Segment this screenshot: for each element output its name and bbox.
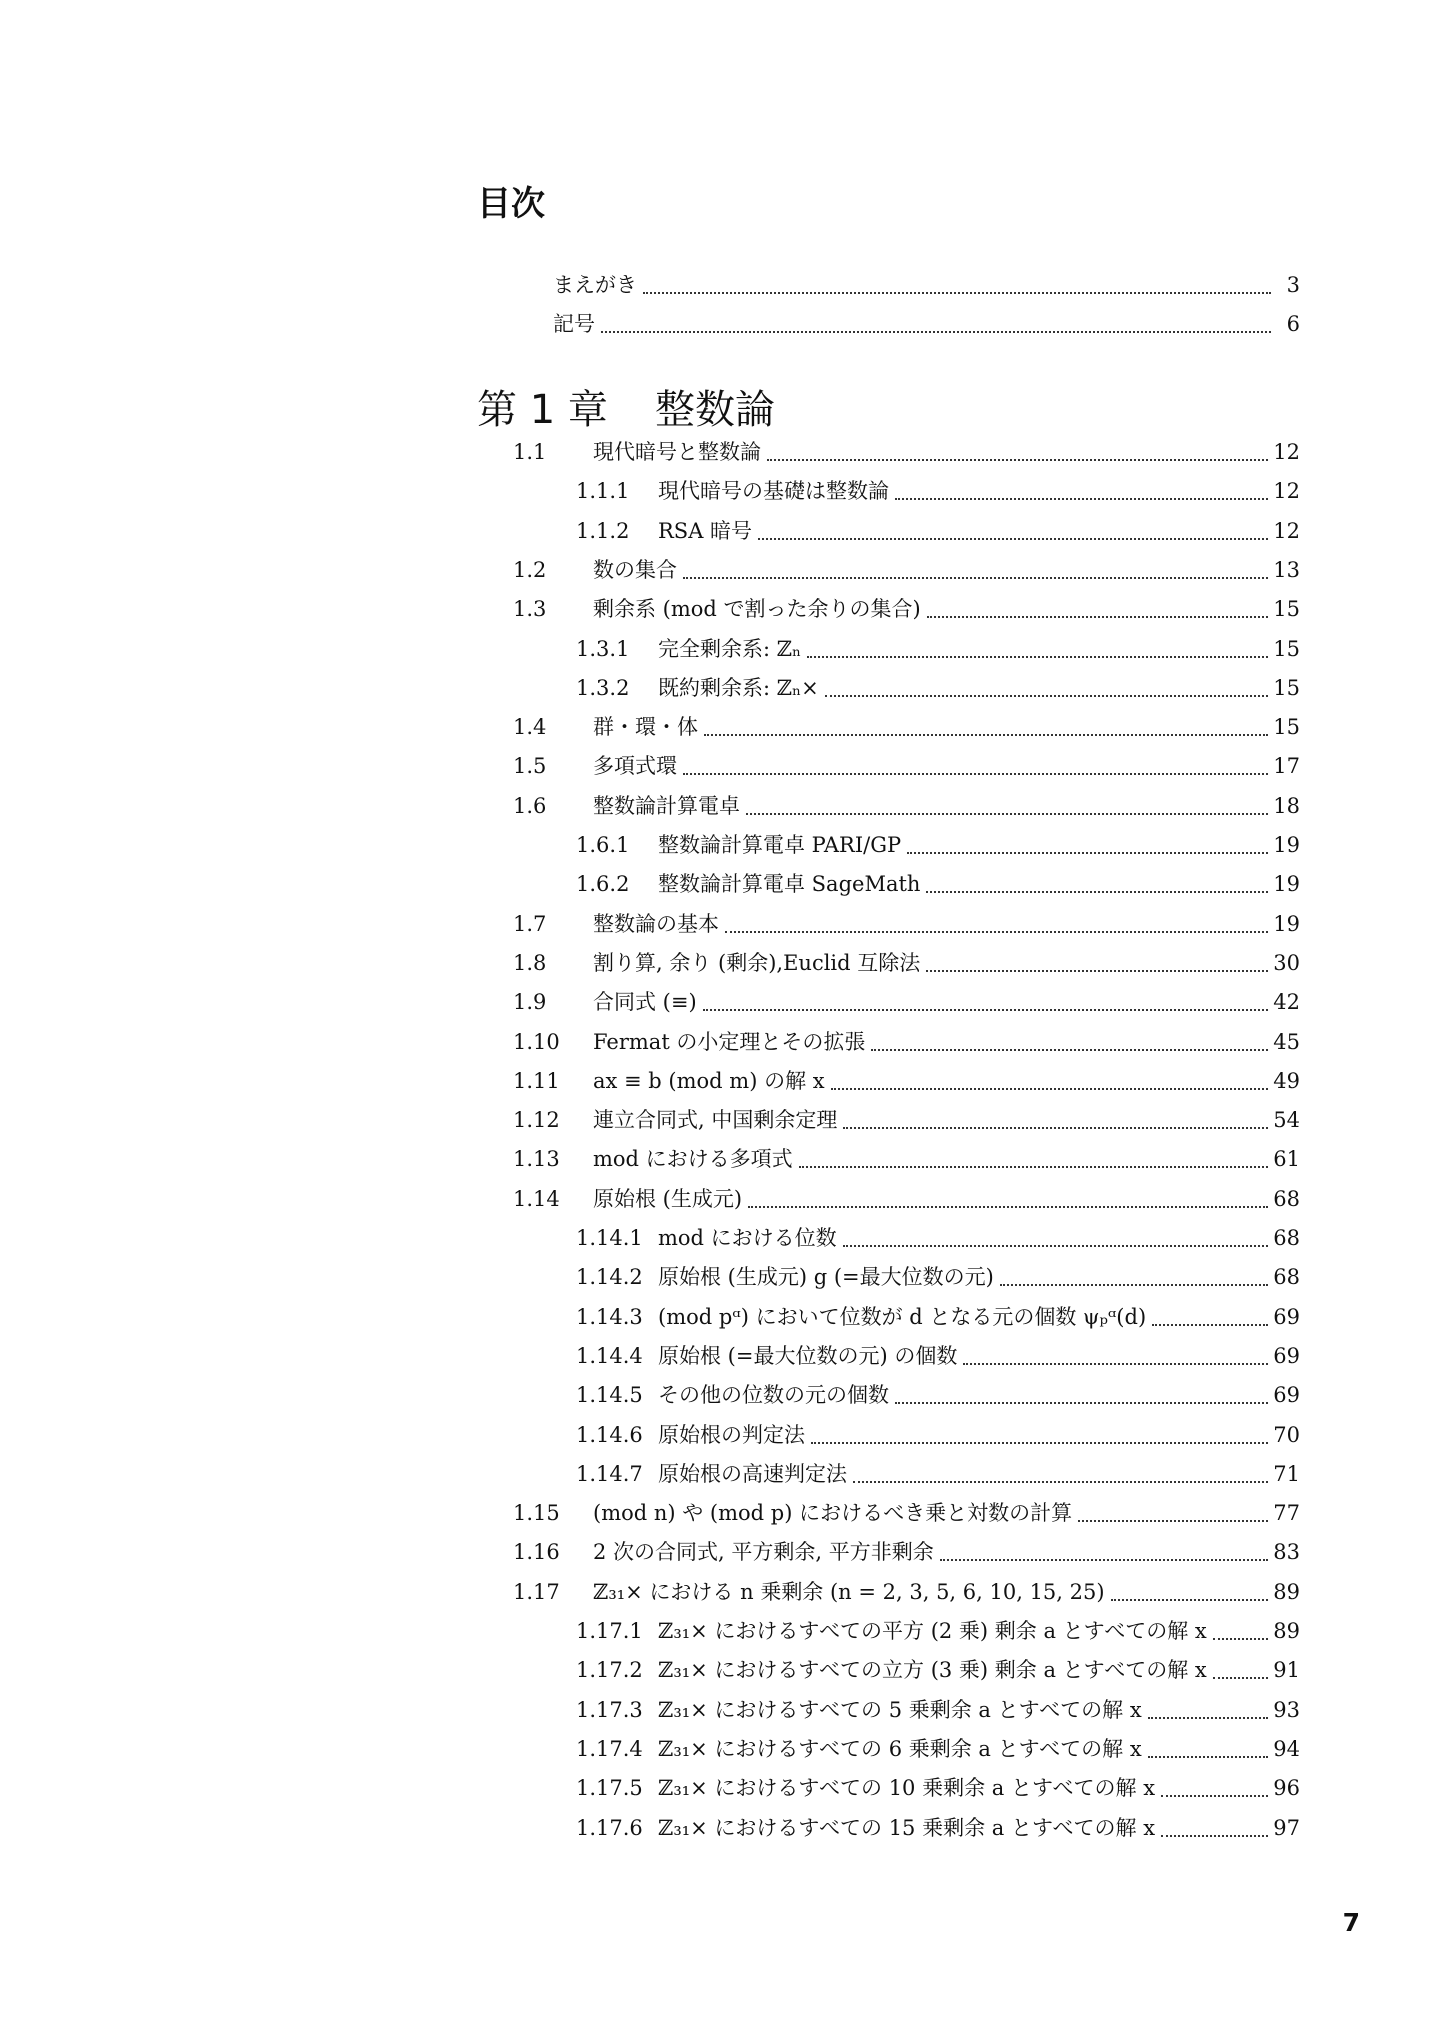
subsection-entry[interactable] (576, 1809, 1300, 1847)
page-ref: 71 (1273, 1462, 1300, 1486)
section-title: 完全剰余系: ℤₙ (658, 637, 802, 661)
subsection-entry[interactable] (576, 512, 1300, 550)
section-title: ℤ₃₁× におけるすべての 5 乗剰余 a とすべての解 x (658, 1698, 1142, 1722)
dot-leader (746, 813, 1268, 815)
section-entry[interactable] (513, 1573, 1300, 1611)
section-number: 1.6.1 (576, 833, 630, 857)
subsection-entry[interactable] (576, 1219, 1300, 1257)
section-title: 多項式環 (593, 754, 677, 778)
section-entry[interactable] (513, 1101, 1300, 1139)
page-ref: 68 (1273, 1265, 1300, 1289)
page-ref: 77 (1273, 1501, 1300, 1525)
dot-leader (758, 538, 1268, 540)
dot-leader (1161, 1795, 1268, 1797)
subsection-entry[interactable] (576, 826, 1300, 864)
subsection-entry[interactable] (576, 1612, 1300, 1650)
page-ref: 12 (1273, 519, 1300, 543)
page-ref: 15 (1273, 715, 1300, 739)
section-title: 数の集合 (593, 558, 677, 582)
subsection-entry[interactable] (576, 1416, 1300, 1454)
front-matter-entry[interactable] (553, 305, 1300, 343)
section-title: ax ≡ b (mod m) の解 x (593, 1069, 825, 1093)
section-entry[interactable] (513, 1494, 1300, 1532)
section-number: 1.12 (513, 1108, 560, 1132)
section-number: 1.13 (513, 1147, 560, 1171)
section-number: 1.14.5 (576, 1383, 643, 1407)
page-ref: 12 (1273, 440, 1300, 464)
section-number: 1.14.7 (576, 1462, 643, 1486)
dot-leader (927, 616, 1269, 618)
dot-leader (926, 891, 1268, 893)
page-ref: 89 (1273, 1619, 1300, 1643)
subsection-entry[interactable] (576, 1376, 1300, 1414)
dot-leader (853, 1481, 1268, 1483)
dot-leader (940, 1559, 1269, 1561)
section-number: 1.14.1 (576, 1226, 643, 1250)
page-ref: 45 (1273, 1030, 1300, 1054)
section-number: 1.14.2 (576, 1265, 643, 1289)
section-entry[interactable] (513, 433, 1300, 471)
section-number: 1.6.2 (576, 872, 630, 896)
dot-leader (907, 852, 1268, 854)
subsection-entry[interactable] (576, 669, 1300, 707)
section-title: 整数論計算電卓 SageMath (658, 872, 921, 896)
subsection-entry[interactable] (576, 1730, 1300, 1768)
section-number: 1.17.6 (576, 1816, 643, 1840)
page-ref: 15 (1273, 676, 1300, 700)
section-number: 1.6 (513, 794, 547, 818)
section-number: 1.15 (513, 1501, 560, 1525)
chapter-title: 整数論 (655, 387, 775, 433)
section-number: 1.2 (513, 558, 547, 582)
dot-leader (1152, 1324, 1268, 1326)
page-ref: 69 (1273, 1383, 1300, 1407)
section-title: 原始根の判定法 (658, 1423, 805, 1447)
section-title: 原始根 (生成元) (593, 1187, 743, 1211)
section-title: 記号 (553, 312, 595, 336)
section-title: まえがき (553, 273, 637, 297)
page-ref: 54 (1273, 1108, 1300, 1132)
subsection-entry[interactable] (576, 1455, 1300, 1493)
dot-leader (871, 1049, 1268, 1051)
section-number: 1.10 (513, 1030, 560, 1054)
subsection-entry[interactable] (576, 1258, 1300, 1296)
dot-leader (767, 459, 1268, 461)
subsection-entry[interactable] (576, 1651, 1300, 1689)
section-entry[interactable] (513, 1023, 1300, 1061)
dot-leader (1161, 1835, 1268, 1837)
dot-leader (683, 577, 1268, 579)
page-ref: 96 (1273, 1776, 1300, 1800)
section-number: 1.5 (513, 754, 547, 778)
dot-leader (811, 1442, 1268, 1444)
dot-leader (963, 1363, 1268, 1365)
section-title: 整数論の基本 (593, 912, 719, 936)
section-number: 1.17.1 (576, 1619, 643, 1643)
section-entry[interactable] (513, 708, 1300, 746)
section-title: ℤ₃₁× におけるすべての 10 乗剰余 a とすべての解 x (658, 1776, 1156, 1800)
section-title: 原始根 (=最大位数の元) の個数 (658, 1344, 958, 1368)
section-title: 整数論計算電卓 (593, 794, 740, 818)
dot-leader (843, 1127, 1268, 1129)
section-entry[interactable] (513, 1533, 1300, 1571)
section-entry[interactable] (513, 1062, 1300, 1100)
page-ref: 30 (1273, 951, 1300, 975)
section-title: (mod pᵅ) において位数が d となる元の個数 ψₚᵅ(d) (658, 1305, 1147, 1329)
section-title: Fermat の小定理とその拡張 (593, 1030, 866, 1054)
section-number: 1.17.3 (576, 1698, 643, 1722)
section-title: 2 次の合同式, 平方剰余, 平方非剰余 (593, 1540, 934, 1564)
dot-leader (683, 773, 1268, 775)
subsection-entry[interactable] (576, 865, 1300, 903)
page-ref: 42 (1273, 990, 1300, 1014)
section-number: 1.1.1 (576, 479, 630, 503)
section-title: 連立合同式, 中国剰余定理 (593, 1108, 838, 1132)
section-title: 原始根の高速判定法 (658, 1462, 847, 1486)
section-number: 1.4 (513, 715, 547, 739)
page-ref: 94 (1273, 1737, 1300, 1761)
page-ref: 69 (1273, 1344, 1300, 1368)
subsection-entry[interactable] (576, 472, 1300, 510)
section-number: 1.7 (513, 912, 547, 936)
section-number: 1.14.6 (576, 1423, 643, 1447)
section-number: 1.1.2 (576, 519, 630, 543)
section-title: 剰余系 (mod で割った余りの集合) (593, 597, 921, 621)
page-ref: 6 (1286, 312, 1300, 336)
page-ref: 83 (1273, 1540, 1300, 1564)
section-title: RSA 暗号 (658, 519, 753, 543)
section-entry[interactable] (513, 983, 1300, 1021)
dot-leader (1078, 1520, 1268, 1522)
section-entry[interactable] (513, 1140, 1300, 1178)
section-title: mod における位数 (658, 1226, 837, 1250)
section-title: 群・環・体 (593, 715, 698, 739)
section-entry[interactable] (513, 1180, 1300, 1218)
dot-leader (601, 331, 1271, 333)
page-ref: 15 (1273, 597, 1300, 621)
section-number: 1.14.3 (576, 1305, 643, 1329)
dot-leader (1213, 1638, 1269, 1640)
page-ref: 12 (1273, 479, 1300, 503)
section-title: ℤ₃₁× におけるすべての平方 (2 乗) 剰余 a とすべての解 x (658, 1619, 1207, 1643)
section-title: ℤ₃₁× における n 乗剰余 (n = 2, 3, 5, 6, 10, 15, 25) (593, 1580, 1105, 1604)
subsection-entry[interactable] (576, 1691, 1300, 1729)
section-title: 現代暗号と整数論 (593, 440, 761, 464)
dot-leader (1000, 1284, 1268, 1286)
section-entry[interactable] (513, 590, 1300, 628)
page-number: 7 (1342, 1908, 1360, 1937)
dot-leader (748, 1206, 1268, 1208)
page-ref: 70 (1273, 1423, 1300, 1447)
section-title: 整数論計算電卓 PARI/GP (658, 833, 902, 857)
section-number: 1.11 (513, 1069, 560, 1093)
dot-leader (831, 1088, 1269, 1090)
page-ref: 61 (1273, 1147, 1300, 1171)
section-title: ℤ₃₁× におけるすべての 15 乗剰余 a とすべての解 x (658, 1816, 1156, 1840)
page-ref: 97 (1273, 1816, 1300, 1840)
dot-leader (895, 1402, 1268, 1404)
dot-leader (704, 734, 1268, 736)
section-title: 現代暗号の基礎は整数論 (658, 479, 889, 503)
page-ref: 19 (1273, 872, 1300, 896)
section-number: 1.1 (513, 440, 547, 464)
section-title: 既約剰余系: ℤₙ× (658, 676, 819, 700)
section-number: 1.17.5 (576, 1776, 643, 1800)
section-entry[interactable] (513, 747, 1300, 785)
section-number: 1.16 (513, 1540, 560, 1564)
page-ref: 68 (1273, 1187, 1300, 1211)
dot-leader (843, 1245, 1269, 1247)
page-ref: 68 (1273, 1226, 1300, 1250)
dot-leader (807, 656, 1268, 658)
section-number: 1.17 (513, 1580, 560, 1604)
page-ref: 19 (1273, 912, 1300, 936)
page-ref: 15 (1273, 637, 1300, 661)
subsection-entry[interactable] (576, 630, 1300, 668)
section-title: 原始根 (生成元) g (=最大位数の元) (658, 1265, 994, 1289)
subsection-entry[interactable] (576, 1298, 1300, 1336)
section-title: (mod n) や (mod p) におけるべき乗と対数の計算 (593, 1501, 1073, 1525)
page-ref: 93 (1273, 1698, 1300, 1722)
dot-leader (895, 498, 1268, 500)
dot-leader (825, 695, 1269, 697)
chapter-number: 第 1 章 (477, 387, 608, 433)
front-matter-entry[interactable] (553, 266, 1300, 304)
section-title: ℤ₃₁× におけるすべての立方 (3 乗) 剰余 a とすべての解 x (658, 1658, 1207, 1682)
dot-leader (703, 1009, 1269, 1011)
dot-leader (926, 970, 1268, 972)
subsection-entry[interactable] (576, 1337, 1300, 1375)
page-ref: 17 (1273, 754, 1300, 778)
section-number: 1.3.1 (576, 637, 630, 661)
section-entry[interactable] (513, 944, 1300, 982)
section-number: 1.17.2 (576, 1658, 643, 1682)
section-number: 1.8 (513, 951, 547, 975)
dot-leader (799, 1166, 1269, 1168)
section-entry[interactable] (513, 787, 1300, 825)
section-title: mod における多項式 (593, 1147, 793, 1171)
section-number: 1.14 (513, 1187, 560, 1211)
page-ref: 89 (1273, 1580, 1300, 1604)
section-title: その他の位数の元の個数 (658, 1383, 889, 1407)
section-entry[interactable] (513, 551, 1300, 589)
section-number: 1.3.2 (576, 676, 630, 700)
page-ref: 3 (1286, 273, 1300, 297)
dot-leader (725, 931, 1268, 933)
page-ref: 49 (1273, 1069, 1300, 1093)
section-title: 合同式 (≡) (593, 990, 697, 1014)
section-title: 割り算, 余り (剰余),Euclid 互除法 (593, 951, 921, 975)
page-ref: 69 (1273, 1305, 1300, 1329)
dot-leader (643, 292, 1271, 294)
section-number: 1.14.4 (576, 1344, 643, 1368)
chapter-heading (477, 383, 775, 437)
dot-leader (1213, 1677, 1269, 1679)
page-ref: 19 (1273, 833, 1300, 857)
section-number: 1.9 (513, 990, 547, 1014)
page-ref: 18 (1273, 794, 1300, 818)
dot-leader (1148, 1756, 1269, 1758)
page-ref: 91 (1273, 1658, 1300, 1682)
dot-leader (1148, 1717, 1269, 1719)
toc-title: 目次 (477, 184, 545, 224)
dot-leader (1111, 1599, 1269, 1601)
subsection-entry[interactable] (576, 1769, 1300, 1807)
page-ref: 13 (1273, 558, 1300, 582)
section-title: ℤ₃₁× におけるすべての 6 乗剰余 a とすべての解 x (658, 1737, 1142, 1761)
section-entry[interactable] (513, 905, 1300, 943)
section-number: 1.3 (513, 597, 547, 621)
section-number: 1.17.4 (576, 1737, 643, 1761)
